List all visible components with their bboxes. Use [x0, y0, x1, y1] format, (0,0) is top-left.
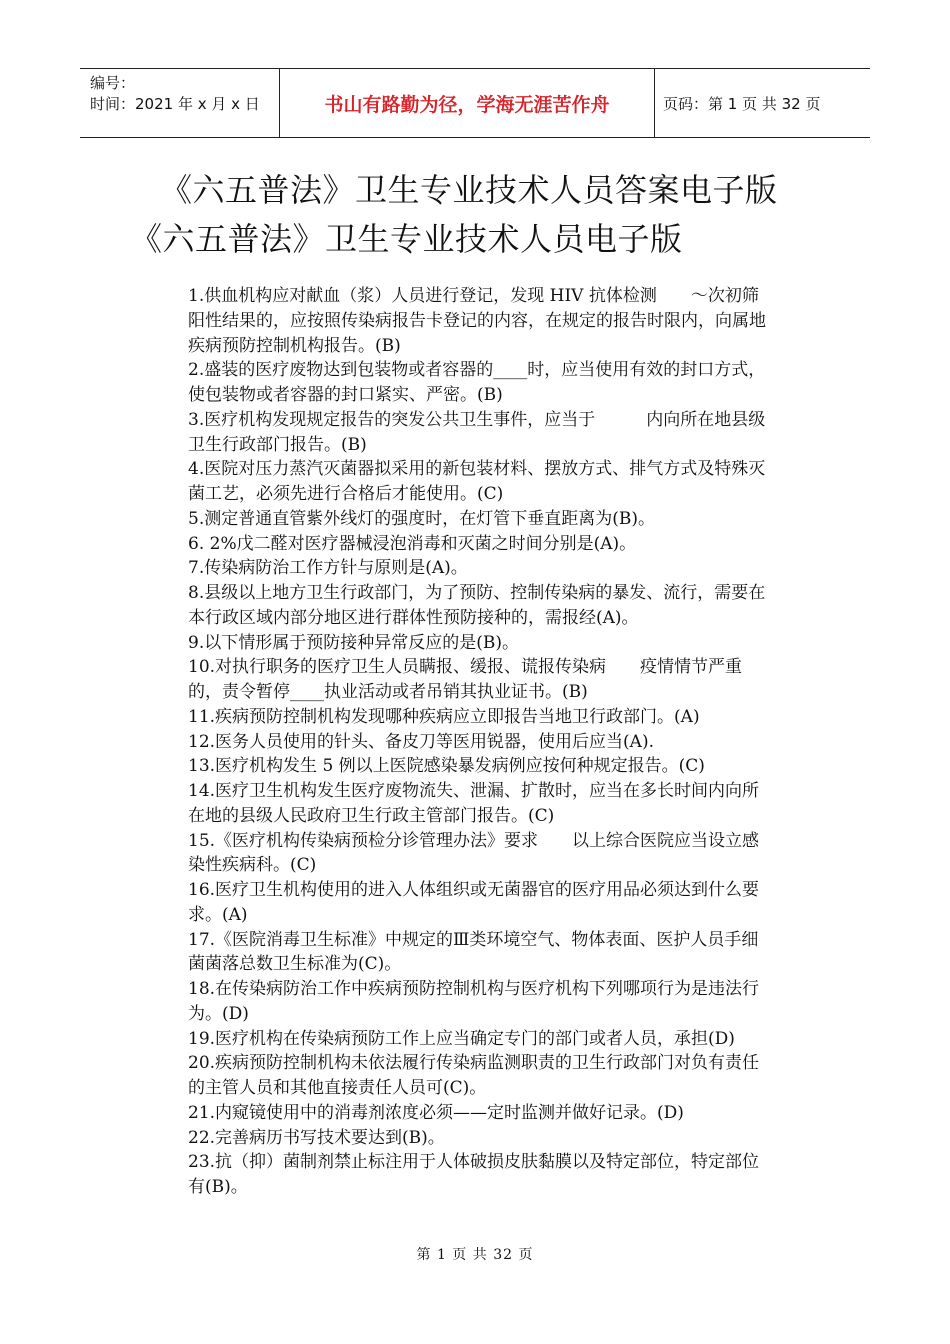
question-item: 6. 2%戊二醛对医疗器械浸泡消毒和灭菌之时间分别是(A)。: [188, 533, 637, 554]
question-item: 8.县级以上地方卫生行政部门，为了预防、控制传染病的暴发、流行，需要在本行政区域内部分地区进行群体性预防接种的，需报经(A)。: [188, 583, 766, 628]
question-item: 3.医疗机构发现规定报告的突发公共卫生事件，应当于 内向所在地县级卫生行政部门报告。(B): [188, 409, 766, 455]
page-footer: 第 1 页 共 32 页: [416, 1247, 534, 1263]
question-item: 7.传染病防治工作方针与原则是(A)。: [188, 558, 468, 579]
header-page-number: 页码：第 1 页 共 32 页: [663, 94, 821, 113]
question-item: 23.抗（抑）菌制剂禁止标注用于人体破损皮肤黏膜以及特定部位，特定部位有(B)。: [188, 1152, 760, 1197]
question-item: 9.以下情形属于预防接种异常反应的是(B)。: [188, 632, 519, 653]
question-item: 5.测定普通直管紫外线灯的强度时，在灯管下垂直距离为(B)。: [188, 508, 655, 529]
question-item: 14.医疗卫生机构发生医疗废物流失、泄漏、扩散时，应当在多长时间内向所在地的县级人民政府卫生行政主管部门报告。(C): [188, 781, 760, 826]
question-item: 4.医院对压力蒸汽灭菌器拟采用的新包装材料、摆放方式、排气方式及特殊灭菌工艺，必须先进行合格后才能使用。(C): [188, 459, 766, 504]
question-item: 2.盛装的医疗废物达到包装物或者容器的____时，应当使用有效的封口方式，使包装物或者容器的封口紧实、严密。(B): [188, 360, 766, 405]
document-subtitle: 《六五普法》卫生专业技术人员电子版: [130, 220, 683, 258]
question-item: 13.医疗机构发生 5 例以上医院感染暴发病例应按何种规定报告。(C): [188, 756, 705, 777]
header-motto: 书山有路勤为径，学海无涯苦作舟: [280, 69, 655, 137]
question-item: 21.内窥镜使用中的消毒剂浓度必须——定时监测并做好记录。(D): [188, 1102, 684, 1123]
document-title: 《六五普法》卫生专业技术人员答案电子版: [160, 171, 778, 209]
question-item: 16.医疗卫生机构使用的进入人体组织或无菌器官的医疗用品必须达到什么要求。(A): [188, 880, 760, 925]
header-meta: [80, 69, 280, 137]
question-item: 18.在传染病防治工作中疾病预防控制机构与医疗机构下列哪项行为是违法行为。(D): [188, 979, 760, 1024]
question-item: 10.对执行职务的医疗卫生人员瞒报、缓报、谎报传染病 疫情情节严重的，责令暂停____执业活动或者吊销其执业证书。(B): [188, 657, 743, 702]
serial-label: 编号：: [90, 74, 136, 92]
question-item: 11.疾病预防控制机构发现哪种疾病应立即报告当地卫行政部门。(A): [188, 706, 700, 727]
question-item: 19.医疗机构在传染病预防工作上应当确定专门的部门或者人员，承担(D): [188, 1028, 735, 1049]
question-item: 22.完善病历书写技术要达到(B)。: [188, 1127, 445, 1148]
question-item: 1.供血机构应对献血（浆）人员进行登记，发现 HIV 抗体检测 ～次初筛阳性结果的，应按照传染病报告卡登记的内容，在规定的报告时限内，向属地疾病预防控制机构报告。(B): [188, 286, 766, 356]
question-item: 12.医务人员使用的针头、备皮刀等医用锐器，使用后应当(A).: [188, 731, 654, 752]
time-label: 时间：2021 年 x 月 x 日: [90, 95, 260, 113]
question-item: 20.疾病预防控制机构未依法履行传染病监测职责的卫生行政部门对负有责任的主管人员和其他直接责任人员可(C)。: [188, 1053, 760, 1098]
question-list: [188, 284, 768, 1200]
page-header: [80, 68, 870, 138]
question-item: 15.《医疗机构传染病预检分诊管理办法》要求 以上综合医院应当设立感染性疾病科。(C): [188, 830, 760, 876]
question-item: 17.《医院消毒卫生标准》中规定的Ⅲ类环境空气、物体表面、医护人员手细菌菌落总数卫生标准为(C)。: [188, 929, 759, 975]
